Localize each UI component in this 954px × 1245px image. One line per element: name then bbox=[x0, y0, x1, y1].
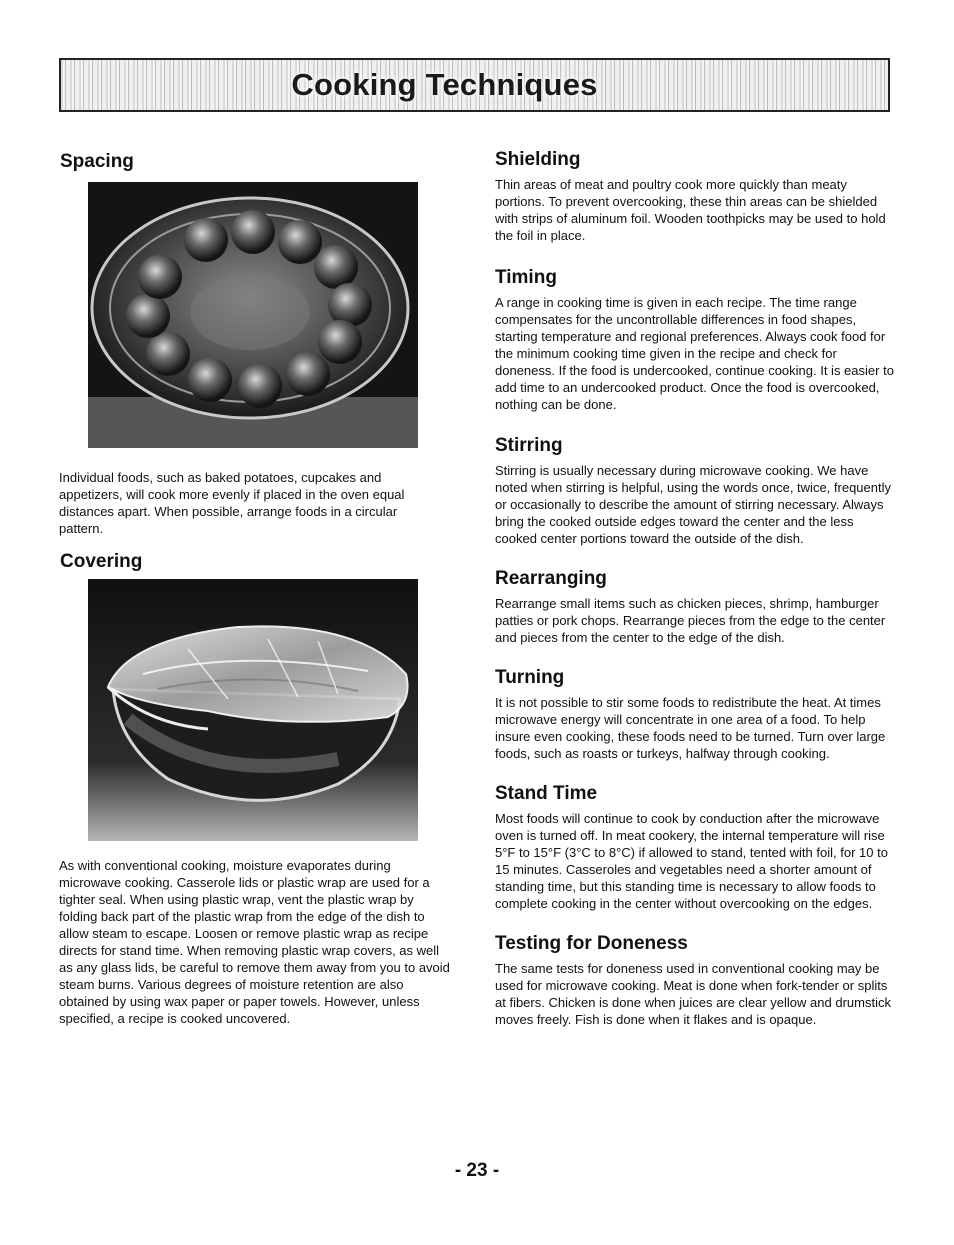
title-banner bbox=[59, 58, 890, 112]
covering-text: As with conventional cooking, moisture evaporates during microwave cooking. Casserole lids or plastic wrap are used for a tighter seal. When using plastic wrap, vent the plastic wrap by folding back part of the plastic wrap from the edge of the dish to allow steam to escape. Loosen or remove plastic wrap as recipe directs for stand time. When removing plastic wrap covers, as well as any glass lids, be careful to remove them away from you to avoid steam burns. Various degrees of moisture retention are also obtained by using wax paper or paper towels. However, unless specified, a recipe is cooked uncovered. bbox=[59, 858, 450, 1026]
testing-text: The same tests for doneness used in conventional cooking may be used for microwave cooking. Meat is done when fork-tender or splits at fibers. Chicken is done when juices are clear yellow and drumstick moves freely. Fish is done when it flakes and is opaque. bbox=[495, 961, 891, 1027]
section-timing bbox=[495, 266, 895, 413]
section-spacing bbox=[59, 150, 454, 537]
stirring-text: Stirring is usually necessary during microwave cooking. We have noted when stirring is helpful, using the words once, twice, frequently or occasionally to describe the amount of stirring necessary. Always bring the cooked outside edges toward the center and the less cooked center portions toward the outside of the dish. bbox=[495, 463, 891, 546]
right-column bbox=[495, 148, 895, 1028]
rearranging-text: Rearrange small items such as chicken pieces, shrimp, hamburger patties or pork chops. Rearrange pieces from the edge to the center and pieces from the center to the edge of the dish. bbox=[495, 596, 886, 645]
spacing-heading: Spacing bbox=[60, 151, 134, 172]
section-testing-for-doneness bbox=[495, 932, 895, 1028]
page-title: Cooking Techniques bbox=[291, 67, 598, 102]
section-covering bbox=[59, 550, 454, 1027]
shielding-heading: Shielding bbox=[495, 149, 581, 170]
section-stirring bbox=[495, 434, 895, 547]
timing-text: A range in cooking time is given in each recipe. The time range compensates for the uncontrollable differences in food shapes, starting temperature and regional preferences. Always cook food for the minimum cooking time given in the recipe and check for doneness. If the food is undercooked, continue cooking. It is easier to add time to an undercooked product. Once the food is overcooked, nothing can be done. bbox=[495, 295, 894, 412]
turning-heading: Turning bbox=[495, 667, 565, 688]
section-stand-time bbox=[495, 782, 895, 912]
spacing-text: Individual foods, such as baked potatoes, cupcakes and appetizers, will cook more evenly if placed in the oven equal distances apart. When possible, arrange foods in a circular pattern. bbox=[59, 470, 405, 536]
section-shielding bbox=[495, 148, 895, 244]
page-number: - 23 - bbox=[454, 1160, 500, 1181]
left-column bbox=[59, 150, 454, 1027]
rearranging-heading: Rearranging bbox=[495, 568, 607, 589]
stand-time-heading: Stand Time bbox=[495, 783, 598, 804]
shielding-text: Thin areas of meat and poultry cook more quickly than meaty portions. To prevent overcooking, these thin areas can be shielded with strips of aluminum foil. Wooden toothpicks may be used to hold the foil in place. bbox=[495, 177, 886, 243]
section-turning bbox=[495, 666, 895, 762]
spacing-photo bbox=[88, 182, 418, 448]
stand-time-text: Most foods will continue to cook by conduction after the microwave oven is turned off. In meat cookery, the internal temperature will rise 5°F to 15°F (3°C to 8°C) if allowed to stand, tented with foil, for 10 to 15 minutes. Casseroles and vegetables need a shorter amount of standing time, but this standing time is necessary to allow foods to complete cooking in the center without overcooking on the edges. bbox=[495, 811, 888, 911]
stirring-heading: Stirring bbox=[495, 435, 563, 456]
covering-photo bbox=[88, 579, 418, 841]
section-rearranging bbox=[495, 567, 895, 646]
turning-text: It is not possible to stir some foods to redistribute the heat. At times microwave energy will concentrate in one area of a food. To help insure even cooking, these foods need to be turned. Turn over large foods, such as roasts or turkeys, halfway through cooking. bbox=[495, 695, 886, 761]
timing-heading: Timing bbox=[495, 267, 557, 288]
testing-heading: Testing for Doneness bbox=[495, 933, 688, 954]
covering-heading: Covering bbox=[60, 551, 143, 572]
